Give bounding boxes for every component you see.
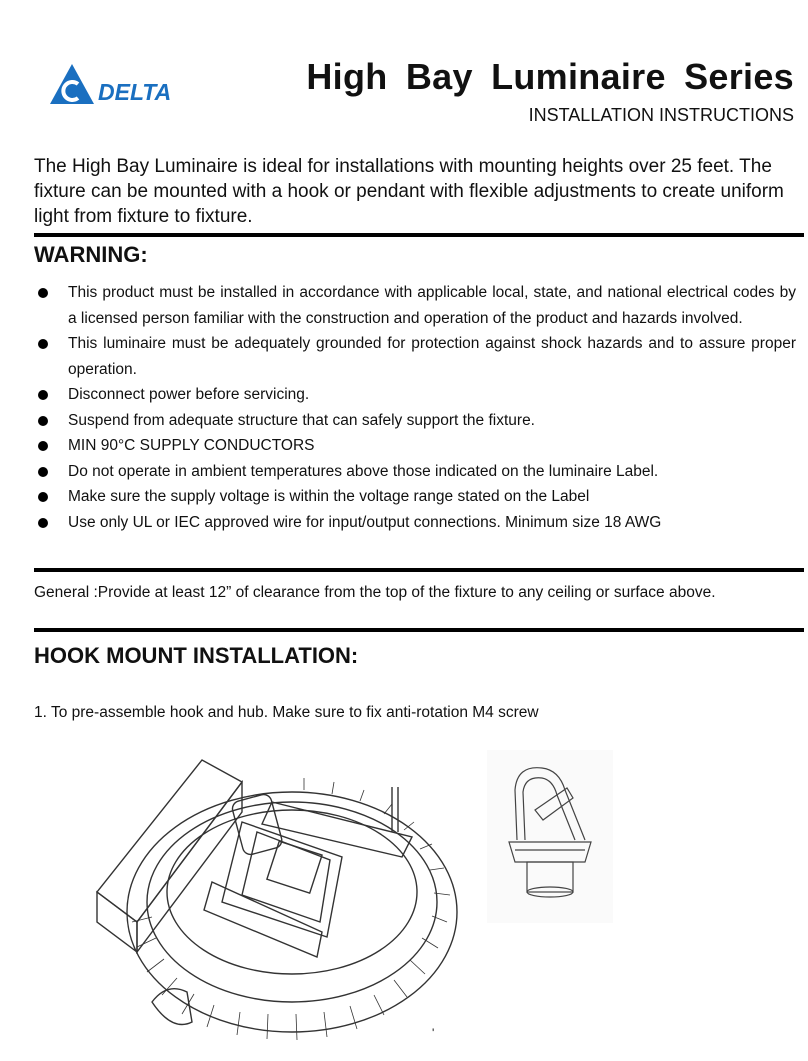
list-item: This luminaire must be adequately grounded for protection against shock hazards and to assure proper operation.: [34, 331, 796, 382]
hook-mount-heading: HOOK MOUNT INSTALLATION:: [34, 643, 359, 668]
page-mark: ': [432, 1026, 435, 1040]
delta-logo-text: DELTA: [98, 79, 172, 105]
list-item: Suspend from adequate structure that can safely support the fixture.: [34, 408, 796, 434]
bullet-icon: [38, 390, 48, 400]
bullet-icon: [38, 467, 48, 477]
page-subtitle: INSTALLATION INSTRUCTIONS: [528, 105, 794, 125]
bullet-icon: [38, 492, 48, 502]
page-title: High Bay Luminaire Series: [306, 56, 794, 97]
bullet-icon: [38, 518, 48, 528]
warning-list: [34, 280, 796, 535]
delta-logo: [50, 62, 190, 106]
list-item: This product must be installed in accordance with applicable local, state, and national electrical codes by a licensed person familiar with the construction and operation of the product and hazards involved.: [34, 280, 796, 331]
list-item: Make sure the supply voltage is within the voltage range stated on the Label: [34, 484, 796, 510]
list-item: Do not operate in ambient temperatures above those indicated on the luminaire Label.: [34, 459, 796, 485]
list-item: MIN 90°C SUPPLY CONDUCTORS: [34, 433, 796, 459]
luminaire-illustration: [92, 752, 462, 1042]
divider: [34, 568, 804, 572]
general-note: General :Provide at least 12” of clearance from the top of the fixture to any ceiling or surface above.: [34, 584, 716, 601]
intro-paragraph: The High Bay Luminaire is ideal for installations with mounting heights over 25 feet. The fixture can be mounted with a hook or pendant with flexible adjustments to create uniform light from fixture to fixture.: [34, 156, 784, 227]
hook-illustration: [487, 750, 613, 923]
bullet-icon: [38, 416, 48, 426]
divider: [34, 233, 804, 237]
bullet-icon: [38, 441, 48, 451]
bullet-icon: [38, 288, 48, 298]
warning-heading: WARNING:: [34, 242, 148, 267]
bullet-icon: [38, 339, 48, 349]
step-1-text: 1. To pre-assemble hook and hub. Make sure to fix anti-rotation M4 screw: [34, 704, 539, 721]
list-item: Use only UL or IEC approved wire for input/output connections. Minimum size 18 AWG: [34, 510, 796, 536]
divider: [34, 628, 804, 632]
list-item: Disconnect power before servicing.: [34, 382, 796, 408]
